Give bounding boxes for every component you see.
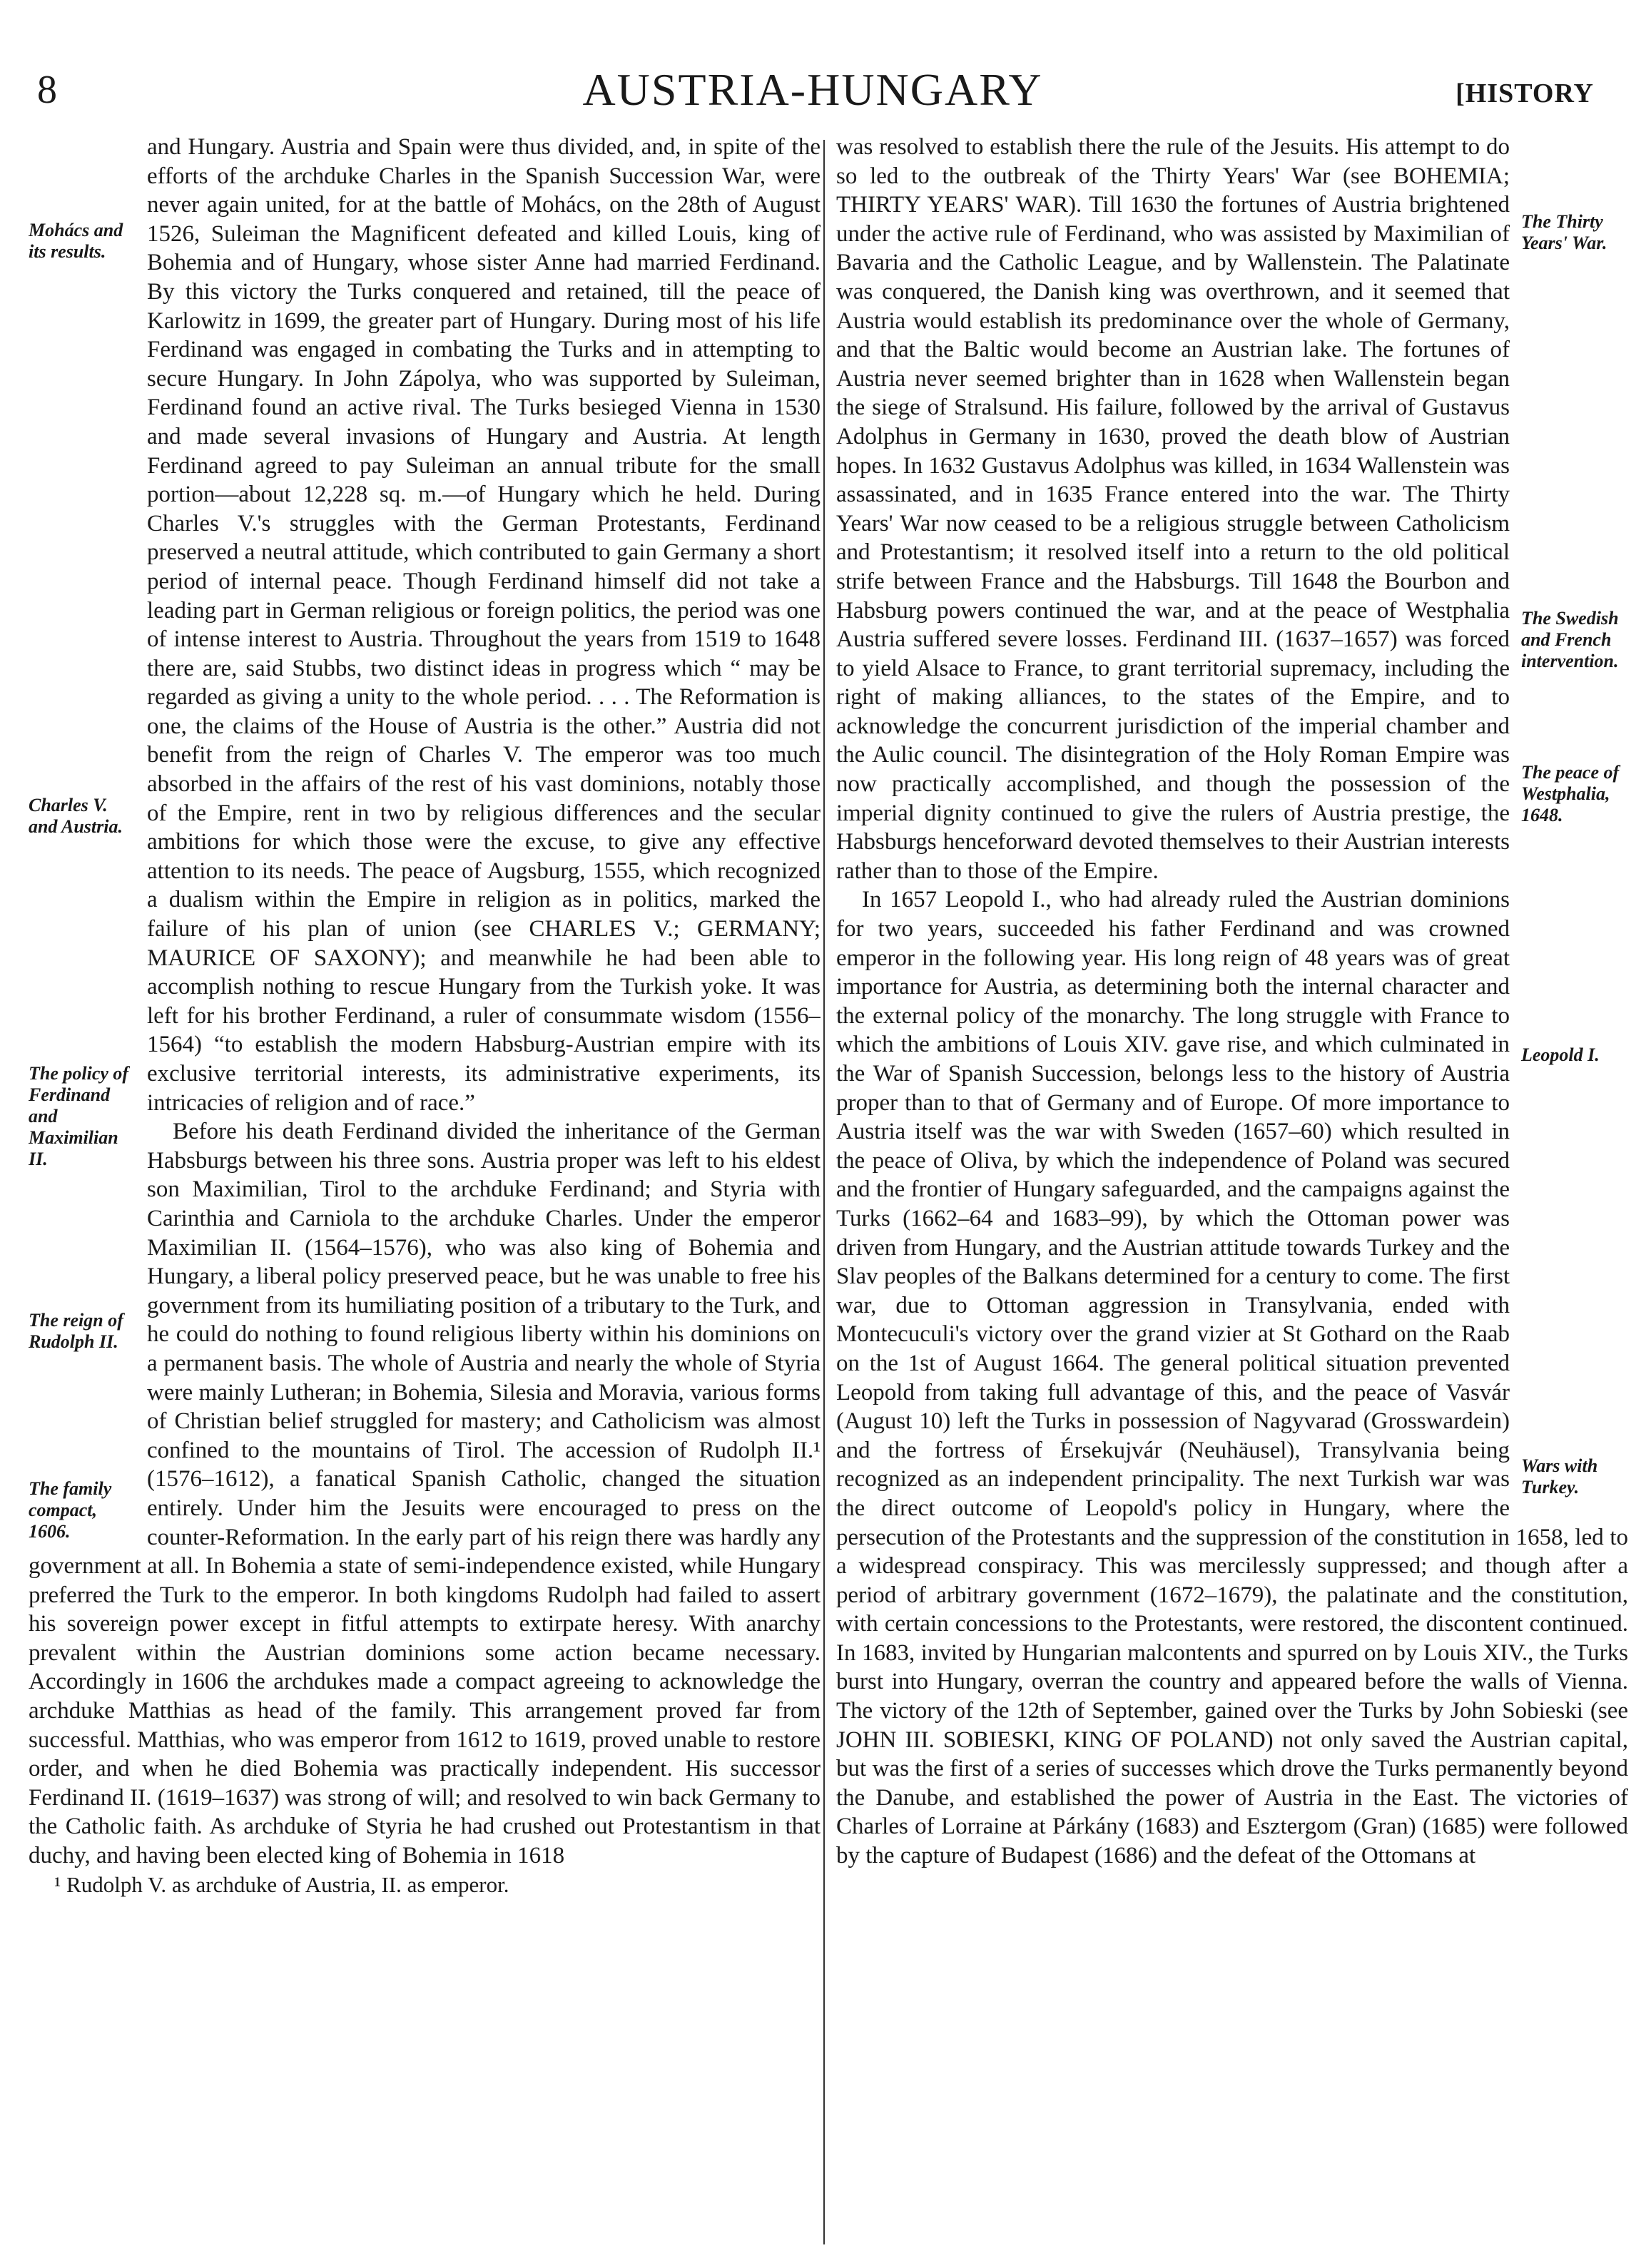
left-column (29, 133, 821, 2244)
margin-note: The reign of Rudolph II. (29, 1310, 123, 1352)
paragraph: was resolved to establish there the rule of the Jesuits. His attempt to do so led to the outbreak of the Thirty Years' War (see BOHEMIA; THIRTY YEARS' WAR). Till 1630 the fortunes of Austria brightened under the active rule of Ferdinand, who was assisted by Maximilian of Bavaria and the Catholic League, and by Wallenstein. The Palatinate was conquered, the Danish king was overthrown, and it seemed that Austria would establish its predominance over the whole of Germany, and that the Baltic would become an Austrian lake. The fortunes of Austria never seemed brighter than in 1628 when Wallenstein began the siege of Stralsund. His failure, followed by the arrival of Gustavus Adolphus in Germany in 1630, proved the death blow of Austrian hopes. In 1632 Gustavus Adolphus was killed, in 1634 Wallenstein was assassinated, and in 1635 France entered into the war. The Thirty Years' War now ceased to be a religious struggle between Catholicism and Protestantism; it resolved itself into a return to the old political strife between France and the Habsburgs. Till 1648 the Bourbon and Habsburg powers continued the war, and at the peace of Westphalia Austria suffered severe losses. Ferdinand III. (1637–1657) was forced to yield Alsace to France, to grant territorial supremacy, including the right of making alliances, to the states of the Empire, and to acknowledge the concurrent jurisdiction of the imperial chamber and the Aulic council. The disintegration of the Holy Roman Empire was now practically accomplished, and though the possession of the imperial dignity continued to give the rulers of Austria prestige, the Habsburgs henceforward devoted themselves to their Austrian interests rather than to those of the Empire. (836, 134, 1510, 884)
margin-note: The peace of Westphalia, 1648. (1521, 762, 1620, 825)
paragraph: Before his death Ferdinand divided the inheritance of the German Habsburgs between his three sons. Austria proper was left to his eldest son Maximilian, Tirol to the archduke Ferdinand; and Styria with Carinthia and Carniola to the archduke Charles. Under the emperor Maximilian II. (1564–1576), who was also king of Bohemia and Hungary, a liberal policy preserved peace, but he was unable to free his government from its humiliating position of a tributary to the Turk, and he could do nothing to found religious liberty within his dominions on a permanent basis. The whole of Austria and nearly the whole of Styria were mainly Lutheran; in Bohemia, Silesia and Moravia, various forms of Christian belief struggled for mastery; and Catholicism was almost confined to the mountains of Tirol. The accession of Rudolph II.¹ (1576–1612), a fanatical Spanish Catholic, changed the situation entirely. Under him the Jesuits were encouraged to press on the counter-Reformation. In the early part of his reign there was hardly any government at all. In Bohemia a state of semi-independence existed, while Hungary preferred the Turk to the emperor. In both kingdoms Rudolph had failed to assert his sovereign power except in fitful attempts to extirpate heresy. With anarchy prevalent within the Austrian dominions some action became necessary. Accordingly in 1606 the archdukes made a compact agreeing to acknowledge the archduke Matthias as head of the family. This arrangement proved far from successful. Matthias, who was emperor from 1612 to 1619, proved unable to restore order, and when he died Bohemia was practically independent. His successor Ferdinand II. (1619–1637) was strong of will; and resolved to win back Germany to the Catholic faith. As archduke of Styria he had crushed out Protestantism in that duchy, and having been elected king of Bohemia in 1618 (29, 1119, 821, 1869)
column-divider (823, 140, 825, 2244)
margin-note: The family compact, 1606. (29, 1478, 112, 1542)
margin-note: Charles V. and Austria. (29, 795, 123, 837)
margin-note: The Thirty Years' War. (1521, 211, 1607, 253)
margin-note: The policy of Ferdinand and Maximilian II. (29, 1063, 129, 1169)
right-column (836, 133, 1628, 2244)
margin-note: Mohács and its results. (29, 220, 123, 262)
section-label: [HISTORY (1456, 78, 1594, 108)
page-number: 8 (37, 68, 57, 112)
margin-note: Wars with Turkey. (1521, 1455, 1598, 1497)
page-title: AUSTRIA-HUNGARY (582, 64, 1043, 115)
margin-note: The Swedish and French intervention. (1521, 608, 1619, 671)
paragraph: In 1657 Leopold I., who had already ruled the Austrian dominions for two years, succeeded his father Ferdinand and was crowned emperor in the following year. His long reign of 48 years was of great importance for Austria, as determining both the internal character and the external policy of the monarchy. The long struggle with France to which the ambitions of Louis XIV. gave rise, and which culminated in the War of Spanish Succession, belongs less to the history of Austria proper than to that of Germany and of Europe. Of more importance to Austria itself was the war with Sweden (1657–60) which resulted in the peace of Oliva, by which the independence of Poland was secured and the frontier of Hungary safeguarded, and the campaigns against the Turks (1662–64 and 1683–99), by which the Ottoman power was driven from Hungary, and the Austrian attitude towards Turkey and the Slav peoples of the Balkans determined for a century to come. The first war, due to Ottoman aggression in Transylvania, ended with Montecuculi's victory over the grand vizier at St Gothard on the Raab on the 1st of August 1664. The general political situation prevented Leopold from taking full advantage of this, and the peace of Vasvár (August 10) left the Turks in possession of Nagyvarad (Grosswardein) and the fortress of Érsekujvár (Neuhäusel), Transylvania being recognized as an independent principality. The next Turkish war was the direct outcome of Leopold's policy in Hungary, where the persecution of the Protestants and the suppression of the constitution in 1658, led to a widespread conspiracy. This was mercilessly suppressed; and though after a period of arbitrary government (1672–1679), the palatinate and the constitution, with certain concessions to the Protestants, were restored, the discontent continued. In 1683, invited by Hungarian malcontents and spurred on by Louis XIV., the Turks burst into Hungary, overran the country and appeared before the walls of Vienna. The victory of the 12th of September, gained over the Turks by John Sobieski (see JOHN III. SOBIESKI, KING OF POLAND) not only saved the Austrian capital, but was the first of a series of successes which drove the Turks permanently beyond the Danube, and established the power of Austria in the East. The victories of Charles of Lorraine at Párkány (1683) and Esztergom (Gran) (1685) were followed by the capture of Budapest (1686) and the defeat of the Ottomans at (836, 887, 1628, 1869)
page-header (31, 61, 1594, 118)
margin-note: Leopold I. (1521, 1044, 1600, 1065)
paragraph: and Hungary. Austria and Spain were thus divided, and, in spite of the efforts of the archduke Charles in the Spanish Succession War, were never again united, for at the battle of Mohács, on the 28th of August 1526, Suleiman the Magnificent defeated and killed Louis, king of Bohemia and of Hungary, whose sister Anne had married Ferdinand. By this victory the Turks conquered and retained, till the peace of Karlowitz in 1699, the greater part of Hungary. During most of his life Ferdinand was engaged in combating the Turks and in attempting to secure Hungary. In John Zápolya, who was supported by Suleiman, Ferdinand found an active rival. The Turks besieged Vienna in 1530 and made several invasions of Hungary and Austria. At length Ferdinand agreed to pay Suleiman an annual tribute for the small portion—about 12,228 sq. m.—of Hungary which he held. During Charles V.'s struggles with the German Protestants, Ferdinand preserved a neutral attitude, which contributed to gain Germany a short period of internal peace. Though Ferdinand himself did not take a leading part in German religious or foreign politics, the period was one of intense interest to Austria. Throughout the years from 1519 to 1648 there are, said Stubbs, two distinct ideas in progress which “ may be regarded as giving a unity to the whole period. . . . The Reformation is one, the claims of the House of Austria is the other.” Austria did not benefit from the reign of Charles V. The emperor was too much absorbed in the affairs of the rest of his vast dominions, notably those of the Empire, rent in two by religious differences and the secular ambitions for which those were the excuse, to give any effective attention to its needs. The peace of Augsburg, 1555, which recognized a dualism within the Empire in religion as in politics, marked the failure of his plan of union (see CHARLES V.; GERMANY; MAURICE OF SAXONY); and meanwhile he had been able to accomplish nothing to rescue Hungary from the Turkish yoke. It was left for his brother Ferdinand, a ruler of consummate wisdom (1556–1564) “to establish the modern Habsburg-Austrian empire with its exclusive territorial interests, its administrative experiments, its intricacies of religion and of race.” (147, 134, 821, 1116)
footnote: ¹ Rudolph V. as archduke of Austria, II. as emperor. (54, 1871, 509, 1897)
